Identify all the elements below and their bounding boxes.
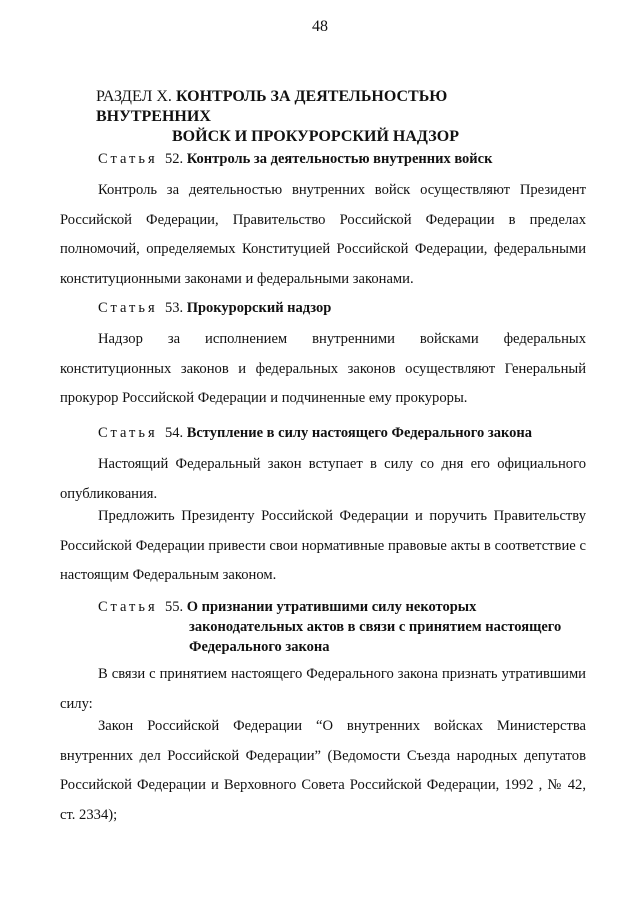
article-number: 55. [164, 599, 184, 615]
article-word: Статья [98, 425, 158, 441]
article-title-line2: законодательных актов в связи с принятием настоящего [189, 619, 562, 635]
page-number: 48 [312, 18, 328, 35]
article-number: 54. [164, 425, 184, 441]
article-54-paragraph-1: Настоящий Федеральный закон вступает в силу со дня его официального опубликования. [60, 456, 586, 502]
article-word: Статья [98, 599, 158, 615]
article-title: Вступление в силу настоящего Федерального закона [186, 425, 533, 441]
article-53-heading [98, 298, 568, 318]
article-title-line1: О признании утратившими силу некоторых [186, 599, 477, 615]
article-55-paragraph-2: Закон Российской Федерации “О внутренних войсках Министерства внутренних дел Российской Федерации” (Ведомости Съезда народных депутатов Российской Федерации и Верховного Совета Российской Федерации, 1992 , № 42, ст. 2334); [60, 718, 586, 823]
article-54-heading [98, 423, 568, 443]
article-52-heading [98, 149, 568, 169]
article-52-paragraph-1: Контроль за деятельностью внутренних войск осуществляют Президент Российской Федерации, Правительство Российской Федерации в пределах полномочий, определяемых Конституцией Российской Федерации, федеральными конституционными законами и федеральными законами. [60, 182, 586, 287]
section-title-line1: КОНТРОЛЬ ЗА ДЕЯТЕЛЬНОСТЬЮ ВНУТРЕННИХ [96, 88, 448, 125]
section-title-line2: ВОЙСК И ПРОКУРОРСКИЙ НАДЗОР [172, 128, 459, 145]
article-word: Статья [98, 151, 158, 167]
article-word: Статья [98, 300, 158, 316]
article-54-paragraph-2: Предложить Президенту Российской Федерации и поручить Правительству Российской Федерации привести свои нормативные правовые акты в соответствие с настоящим Федеральным законом. [60, 508, 586, 583]
section-title [96, 87, 566, 147]
article-title: Контроль за деятельностью внутренних войск [186, 151, 493, 167]
article-number: 52. [164, 151, 184, 167]
article-number: 53. [164, 300, 184, 316]
article-55-heading [98, 597, 568, 657]
article-55-paragraph-1: В связи с принятием настоящего Федерального закона признать утратившими силу: [60, 666, 586, 712]
section-label: РАЗДЕЛ X. [96, 88, 172, 105]
article-53-paragraph-1: Надзор за исполнением внутренними войсками федеральных конституционных законов и федеральных законов осуществляют Генеральный прокурор Российской Федерации и подчиненные ему прокуроры. [60, 331, 586, 406]
article-title: Прокурорский надзор [186, 300, 332, 316]
article-title-line3: Федерального закона [189, 639, 330, 655]
